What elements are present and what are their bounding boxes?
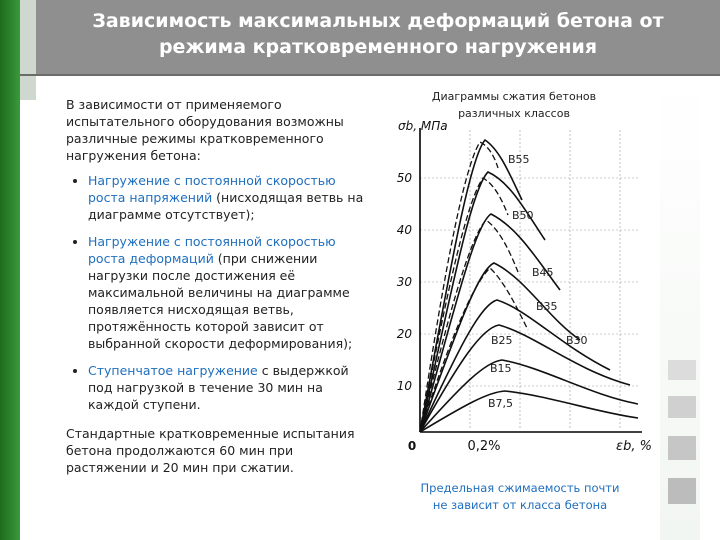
figure-caption-line-2: различных классов [458, 107, 570, 120]
x-axis-label: εb, % [616, 439, 652, 454]
y-tick-label: 20 [396, 327, 412, 341]
intro-paragraph: В зависимости от применяемого испытательного оборудования возможны различные режимы кратковременного нагружения бетона: [66, 97, 344, 163]
bullet-text: (нисходящая ветвь на диаграмме отсутствует); [88, 190, 364, 222]
class-label: B7,5 [488, 397, 514, 410]
curve-b15 [420, 360, 638, 432]
note-line-2: не зависит от класса бетона [432, 498, 608, 512]
bullet-text: с выдержкой под нагрузкой в течение 30 мин на каждой ступени. [88, 363, 349, 412]
title-line-2: режима кратковременного нагружения [158, 36, 598, 58]
curve-b25 [420, 325, 630, 432]
y-tick-label: 50 [396, 171, 412, 185]
bullet-highlight: Нагружение с постоянной скоростью роста напряжений [88, 173, 336, 205]
class-label: B55 [508, 153, 530, 166]
bullet-highlight: Ступенчатое нагружение [88, 363, 258, 378]
origin-label: 0 [407, 439, 417, 453]
figure-caption-line-1: Диаграммы сжатия бетонов [431, 90, 597, 103]
chart-grid [420, 130, 640, 430]
class-label: B35 [536, 300, 558, 313]
y-tick-label: 40 [396, 223, 412, 237]
y-axis-label: σb, МПа [398, 119, 448, 133]
solid-curves [420, 140, 638, 432]
x-tick-label: 0,2% [467, 439, 501, 454]
class-label: B30 [566, 334, 588, 347]
title-line-1: Зависимость максимальных деформаций бетона от [92, 10, 664, 32]
class-label: B50 [512, 209, 534, 222]
bullet-highlight: Нагружение с постоянной скоростью роста деформаций [88, 234, 336, 266]
class-label: B25 [491, 334, 513, 347]
y-tick-label: 10 [396, 379, 412, 393]
class-label: B45 [532, 266, 554, 279]
note-line-1: Предельная сжимаемость почти [420, 481, 620, 495]
class-label: B15 [490, 362, 512, 375]
bullet-text: (при снижении нагрузки после достижения её максимальной величины на диаграмме появляется нисходящая ветвь, протяжённость которой зависит от выбранной скорости деформирования); [88, 251, 353, 351]
y-tick-label: 30 [396, 275, 412, 289]
footer-paragraph: Стандартные кратковременные испытания бетона продолжаются 60 мин при растяжении и 20 мин при сжатии. [66, 426, 355, 475]
